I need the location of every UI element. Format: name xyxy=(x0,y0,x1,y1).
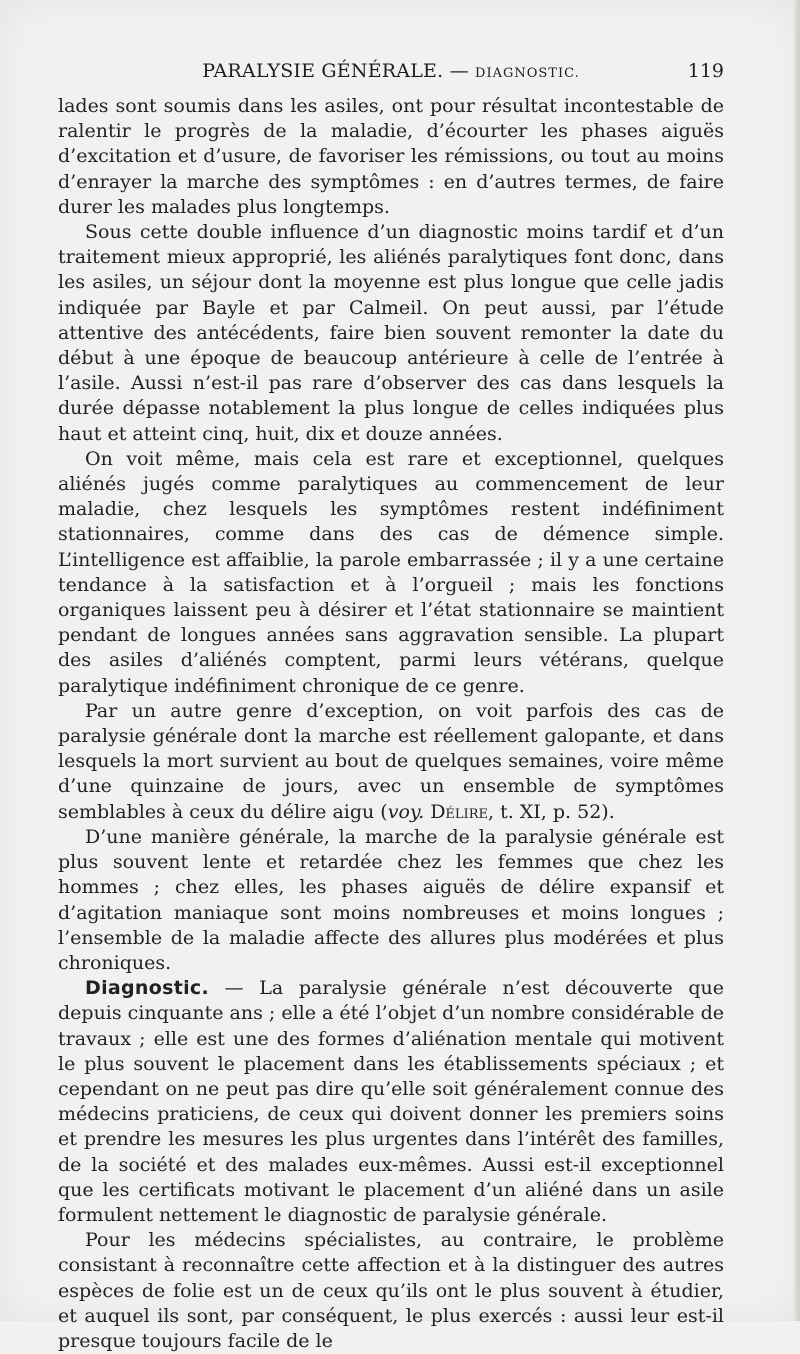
paragraph-2: Sous cette double influence d’un diagnostic moins tardif et d’un traitement mieux approprié, les aliénés paralytiques font donc, dans les asiles, un séjour dont la moyenne est plus longue que celle jadis indiquée par Bayle et par Calmeil. On peut aussi, par l’étude attentive des antécédents, faire bien souvent remonter la date du début à une époque de beaucoup antérieure à celle de l’entrée à l’asile. Aussi n’est-il pas rare d’observer des cas dans lesquels la durée dépasse notablement la plus longue de celles indiquées plus haut et atteint cinq, huit, dix et douze années. xyxy=(58,221,724,445)
paragraph-1: lades sont soumis dans les asiles, ont pour résultat incontestable de ralentir le progrès de la maladie, d’écourter les phases aiguës d’excitation et d’usure, de favoriser les rémissions, ou tout au moins d’enrayer la marche des symptômes : en d’autres termes, de faire durer les malades plus longtemps. xyxy=(58,95,724,218)
paragraph-7: Pour les médecins spécialistes, au contraire, le problème consistant à reconnaître cette affection et à la distinguer des autres espèces de folie est un de ceux qu’ils ont le plus souvent à étudier, et auquel ils sont, par conséquent, le plus exercés : aussi leur est-il presque toujours facile de le xyxy=(58,1229,724,1352)
cross-reference-delire: Délire xyxy=(430,800,488,823)
cross-reference-voy: voy. xyxy=(387,800,425,823)
page-edge xyxy=(794,0,800,1321)
cross-reference-location: , t. XI, p. 52). xyxy=(487,800,615,823)
section-heading-diagnostic: Diagnostic. xyxy=(85,977,209,1000)
header-title xyxy=(58,60,724,82)
running-header xyxy=(58,60,724,86)
paragraph-diagnostic xyxy=(58,976,724,1228)
header-title-text: PARALYSIE GÉNÉRALE. — xyxy=(202,60,469,82)
page-number: 119 xyxy=(687,60,724,82)
header-section: DIAGNOSTIC. xyxy=(475,66,580,81)
paragraph-5: D’une manière générale, la marche de la paralysie générale est plus souvent lente et retardée chez les femmes que chez les hommes ; chez elles, les phases aiguës de délire expansif et d’agitation maniaque sont moins nombreuses et moins longues ; l’ensemble de la maladie affecte des allures plus modérées et plus chroniques. xyxy=(58,825,724,974)
paragraph-4-text: Par un autre genre d’exception, on voit parfois des cas de paralysie générale dont la marche est réellement galopante, et dans lesquels la mort survient au bout de quelques semaines, voire même d’une quinzaine de jours, avec un ensemble de symptômes semblables à ceux du délire aigu ( xyxy=(58,699,724,823)
paragraph-diagnostic-text: — La paralysie générale n’est découverte que depuis cinquante ans ; elle a été l’objet d’un nombre considérable de travaux ; elle est une des formes d’aliénation mentale qui motivent le plus souvent le placement dans les établissements spéciaux ; et cependant on ne peut pas dire qu’elle soit généralement connue des médecins praticiens, de ceux qui doivent donner les premiers soins et prendre les mesures les plus urgentes dans l’intérêt des familles, de la société et des malades eux-mêmes. Aussi est-il exceptionnel que les certificats motivant le placement d’un aliéné dans un asile formulent nettement le diagnostic de paralysie générale. xyxy=(58,977,724,1226)
body-text xyxy=(58,94,724,1354)
paragraph-3: On voit même, mais cela est rare et exceptionnel, quelques aliénés jugés comme paralytiques au commencement de leur maladie, chez lesquels les symptômes restent indéfiniment stationnaires, comme dans des cas de démence simple. L’intelligence est affaiblie, la parole embarrassée ; il y a une certaine tendance à la satisfaction et à l’orgueil ; mais les fonctions organiques laissent peu à désirer et l’état stationnaire se maintient pendant de longues années sans aggravation sensible. La plupart des asiles d’aliénés comptent, parmi leurs vétérans, quelque paralytique indéfiniment chronique de ce genre. xyxy=(58,447,724,697)
paragraph-4 xyxy=(58,699,724,825)
